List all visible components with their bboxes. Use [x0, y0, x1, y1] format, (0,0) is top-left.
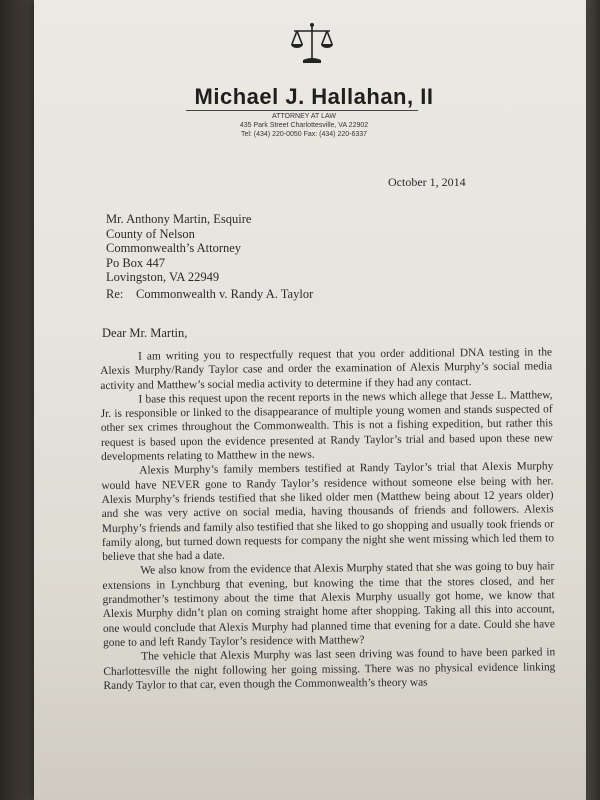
- phone-fax: Tel: (434) 220-0050 Fax: (434) 220-6337: [240, 131, 368, 138]
- body-paragraph: We also know from the evidence that Alexis Murphy stated that she was going to buy hair extensions in Lynchburg that evening, but knowing the time that the stores closed, and her grandmother’s testimony about the time that Alexis Murphy usually got home, we know that Alexis Murphy didn’t plan on coming straight home after shopping. Taking all this into account, one would conclude that Alexis Murphy had planned time that evening for a date. Could she have gone to and left Randy Taylor’s residence with Matthew?: [102, 560, 555, 649]
- attorney-name: Michael J. Hallahan, II: [194, 84, 434, 109]
- body-paragraph: I base this request upon the recent reports in the news which allege that Jesse L. Matthew, Jr. is responsible or linked to the disappearance of multiple young women and stands suspected of other sex crimes throughout the Commonwealth. This is not a fishing expedition, but rather this request is based upon the evidence presented at Randy Taylor’s trial and based upon these new developments relating to Matthew in the news.: [100, 389, 554, 464]
- letterhead-divider: [186, 110, 418, 111]
- subject-label: Re:: [106, 287, 124, 301]
- salutation: Dear Mr. Martin,: [102, 326, 188, 340]
- recipient-line: Po Box 447: [106, 255, 166, 270]
- recipient-line: Mr. Anthony Martin, Esquire: [106, 212, 252, 226]
- subject-text: Commonwealth v. Randy A. Taylor: [136, 287, 314, 301]
- scales-of-justice-icon: [290, 22, 334, 64]
- letter-date: October 1, 2014: [388, 175, 466, 189]
- recipient-line: Commonwealth’s Attorney: [106, 241, 242, 256]
- attorney-title: ATTORNEY AT LAW: [271, 113, 337, 120]
- body-paragraph: Alexis Murphy’s family members testified at Randy Taylor’s trial that Alexis Murphy would have NEVER gone to Randy Taylor’s residence without someone else being with her. Alexis Murphy’s friends testified that she liked older men (Matthew being about 12 years older) and she was very active on social media, having thousands of friends and followers. Alexis Murphy’s friends and family also testified that she liked to go shopping and usually took friends or family along, but turned down requests for company the night she went missing which led them to believe that she had a date.: [101, 460, 555, 564]
- body-paragraph: The vehicle that Alexis Murphy was last seen driving was found to have been parked in Charlottesville the night following her going missing. There was no physical evidence linking Randy Taylor to that car, even though the Commonwealth’s theory was: [103, 646, 556, 692]
- office-address: 435 Park Street Charlottesville, VA 22902: [239, 122, 369, 129]
- letter-body: [100, 345, 556, 693]
- recipient-address: [106, 212, 251, 285]
- recipient-line: County of Nelson: [106, 226, 195, 241]
- subject-line: [106, 287, 314, 302]
- letter-page: [34, 0, 586, 800]
- recipient-line: Lovingston, VA 22949: [106, 270, 220, 285]
- body-paragraph: I am writing you to respectfully request that you order additional DNA testing in the Alexis Murphy/Randy Taylor case and order the examination of Alexis Murphy’s social media activity and Matthew’s social media activity to determine if they had any contact.: [100, 346, 553, 392]
